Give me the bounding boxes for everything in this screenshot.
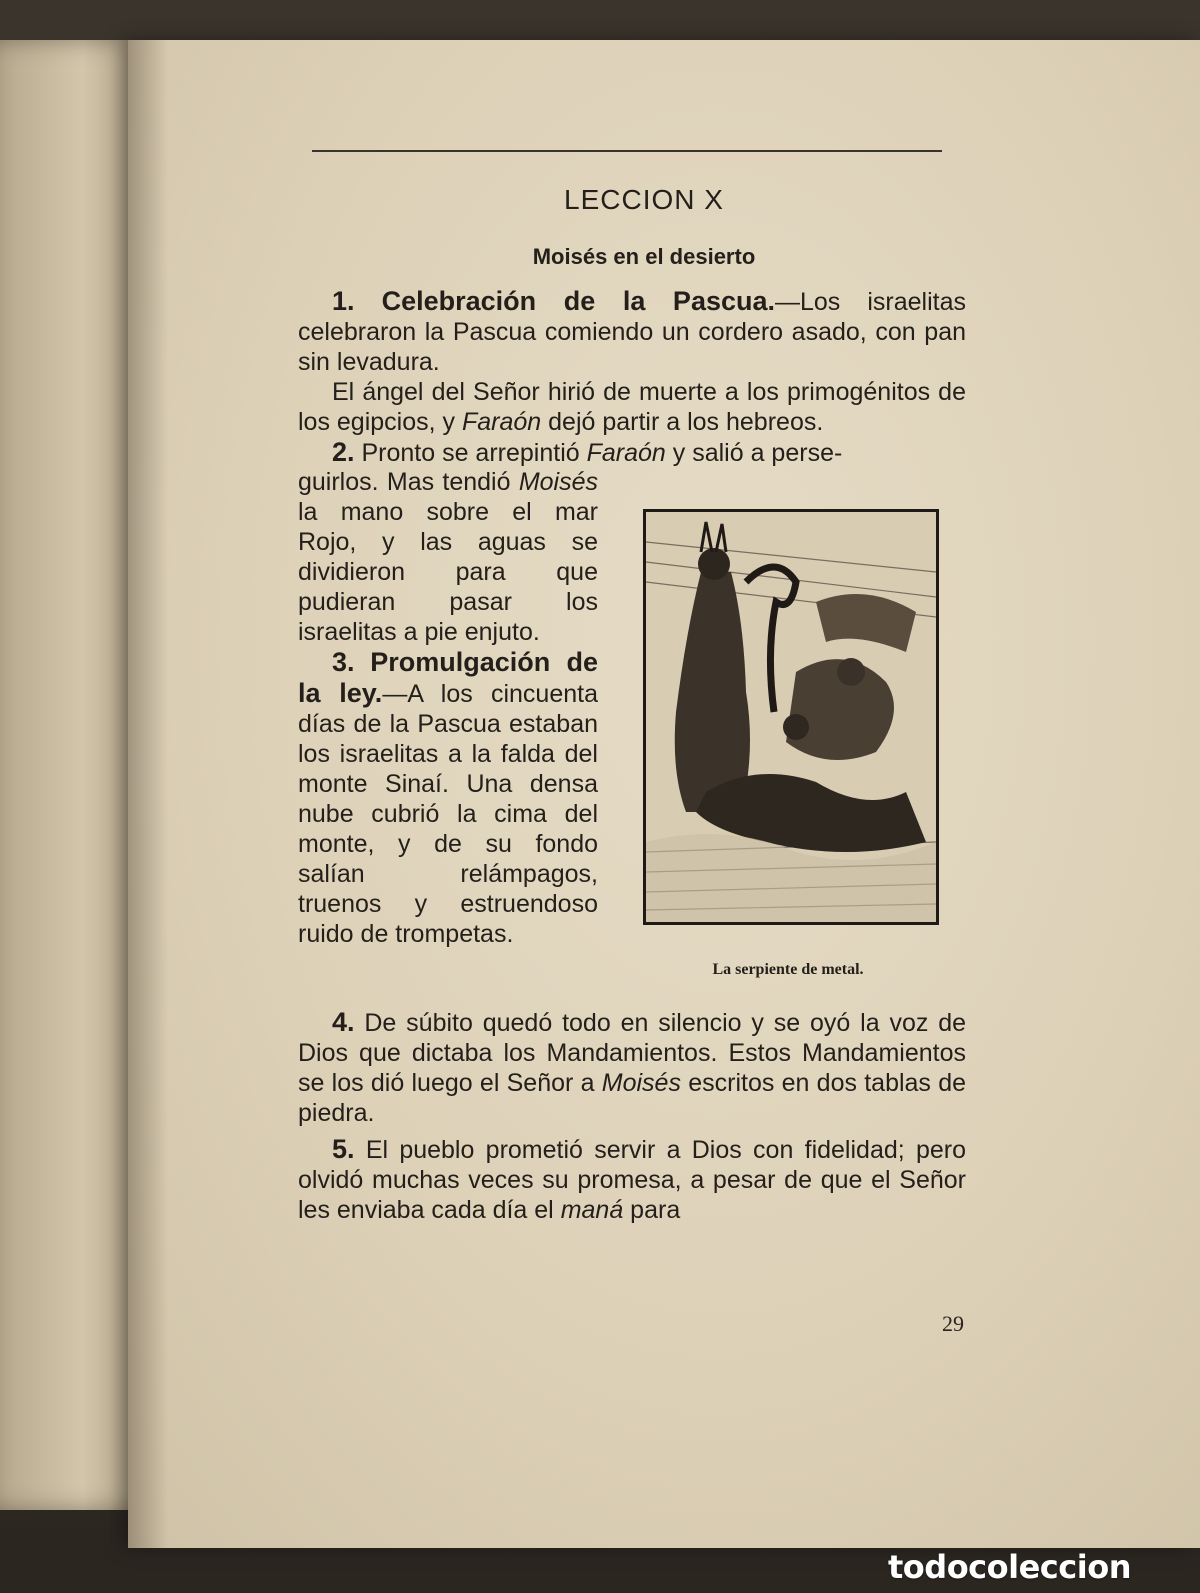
section-text: dejó partir a los hebreos. <box>541 408 824 436</box>
italic-name: Faraón <box>461 408 542 436</box>
page-number: 29 <box>942 1311 964 1336</box>
paragraph-1b <box>298 377 966 437</box>
narrow-column <box>298 467 598 949</box>
section-number: 3. <box>332 647 355 677</box>
figure <box>643 509 943 979</box>
section-text: la mano sobre el mar Rojo, y las aguas se dividieron para que pudieran pasar los israelitas a pie enjuto. <box>298 498 598 646</box>
section-number: 1. <box>332 286 355 316</box>
lesson-title: LECCION X <box>564 184 724 215</box>
section-heading: Celebración de la Pascua. <box>381 286 775 316</box>
section-text: De súbito quedó todo en silencio y se oyó la voz de Dios que dictaba los Mandamientos. Estos Mandamientos se los dió luego el Señor a <box>298 1009 966 1097</box>
section-text: —Los israelitas celebraron la Pascua comiendo un cordero asado, con pan sin levadura. <box>298 288 966 376</box>
section-text: Pronto se arrepintió <box>361 439 587 467</box>
paragraph-2-first-line <box>298 437 966 467</box>
section-number: 5. <box>332 1134 355 1164</box>
header-rule <box>312 150 942 152</box>
italic-name: Moisés <box>601 1069 681 1097</box>
paragraph-1 <box>298 286 966 377</box>
italic-name: Moisés <box>518 468 598 496</box>
paragraph-5 <box>298 1134 966 1225</box>
section-heading: Promulgación de la ley. <box>298 647 598 708</box>
section-text: para <box>623 1196 681 1224</box>
section-text: escritos en dos tablas de piedra. <box>298 1069 966 1127</box>
figure-caption: La serpiente de metal. <box>712 961 864 978</box>
section-number: 4. <box>332 1007 355 1037</box>
italic-name: Faraón <box>586 439 666 467</box>
italic-word: maná <box>560 1196 624 1224</box>
paragraph-4 <box>298 1007 966 1128</box>
engraving-drawing <box>646 512 936 922</box>
page-content <box>298 150 966 1225</box>
gutter-shadow <box>128 40 168 1548</box>
engraving-illustration <box>643 509 939 925</box>
lesson-subtitle: Moisés en el desierto <box>532 244 756 269</box>
text-with-figure <box>298 467 966 1007</box>
watermark-logo: todocoleccion <box>888 1548 1131 1586</box>
section-text: El ángel del Señor hirió de muerte a los primogénitos de los egipcios, y <box>298 378 966 436</box>
section-text: guirlos. Mas tendió <box>298 468 519 496</box>
section-number: 2. <box>332 437 355 467</box>
paragraph-3 <box>298 647 598 949</box>
paragraph-2-rest <box>298 467 598 647</box>
section-text: —A los cincuenta días de la Pascua estaban los israelitas a la falda del monte Sinaí. Una densa nube cubrió la cima del monte, y de su fondo salían relámpagos, truenos y estruendoso ruido de trompetas. <box>298 680 598 948</box>
section-text: y salió a perse- <box>665 439 843 467</box>
section-text: El pueblo prometió servir a Dios con fidelidad; pero olvidó muchas veces su promesa, a pesar de que el Señor les enviaba cada día el <box>298 1136 966 1224</box>
